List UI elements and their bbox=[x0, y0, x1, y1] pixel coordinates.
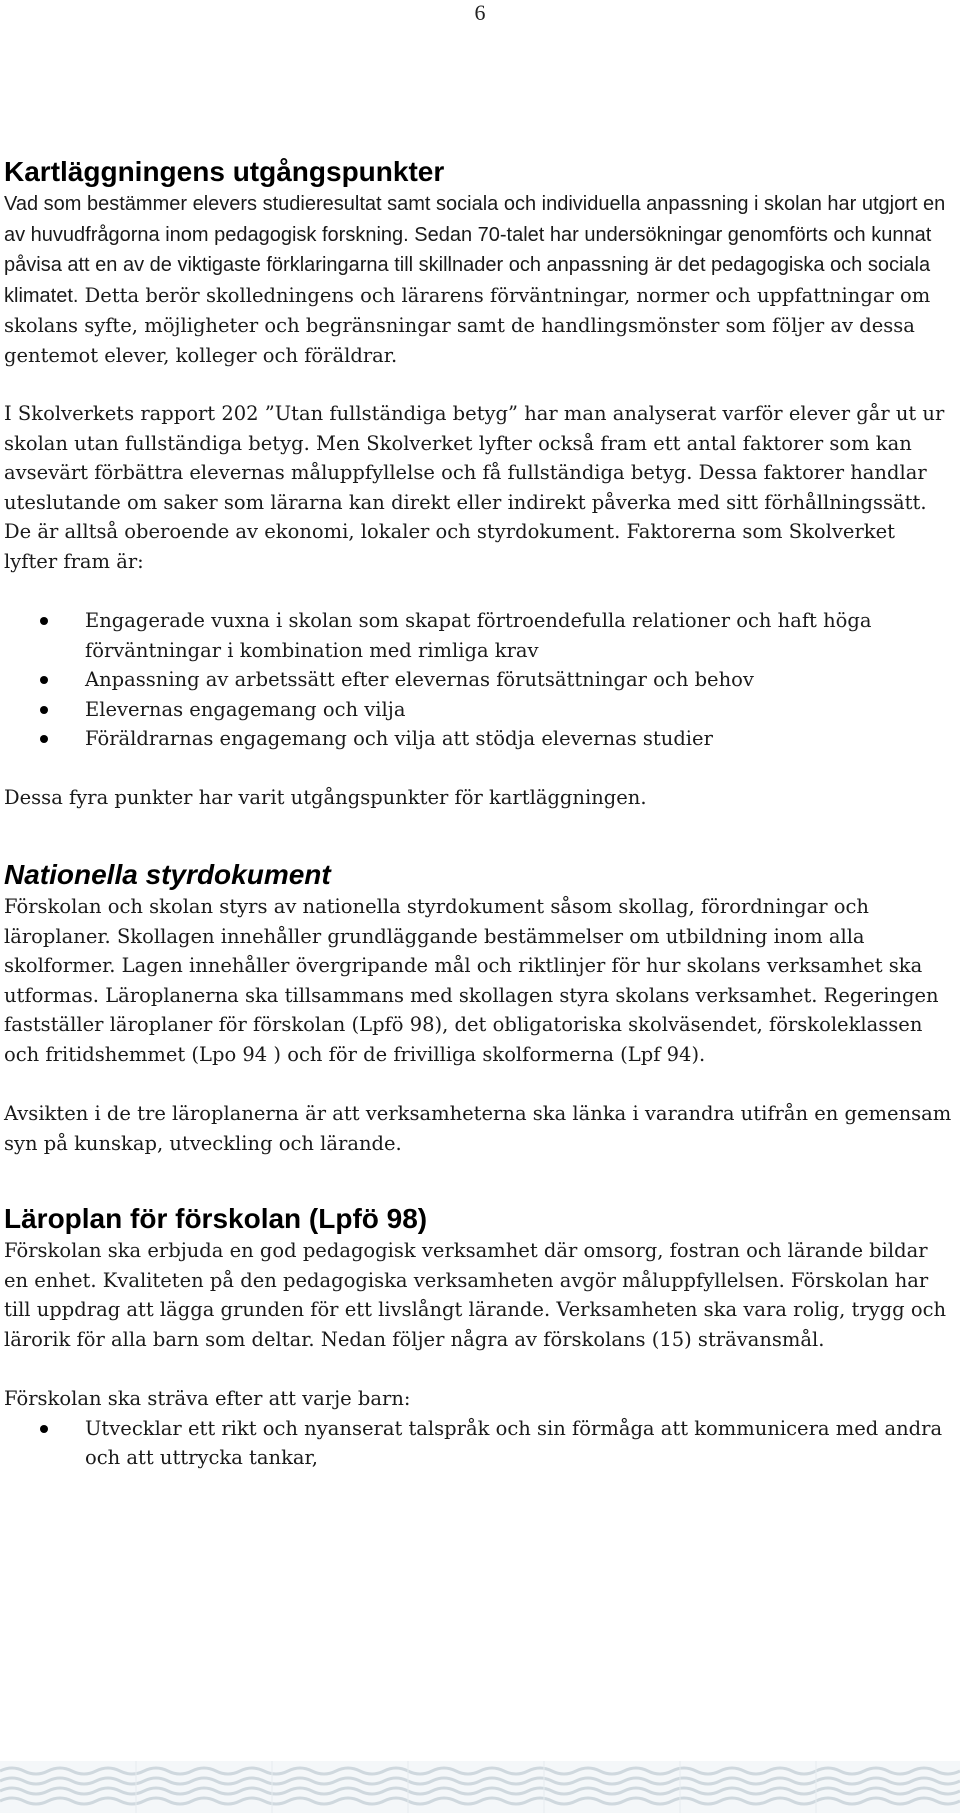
paragraph-kartlaggning-intro bbox=[4, 189, 952, 370]
bullet-icon bbox=[40, 617, 48, 625]
intro-serif-text: Detta berör skolledningens och lärarens förväntningar, normer och uppfattningar om skolans syfte, möjligheter och begränsningar samt de handlingsmönster som följer av dessa gentemot elever, kolleger och föräldrar. bbox=[4, 283, 931, 367]
bullet-icon bbox=[40, 706, 48, 714]
section-title-nationella: Nationella styrdokument bbox=[4, 859, 331, 890]
list-item-text: Utvecklar ett rikt och nyanserat talspråk och sin förmåga att kommunicera med andra och att uttrycka tankar, bbox=[85, 1416, 943, 1469]
bullet-icon bbox=[40, 735, 48, 743]
list-item-text: Engagerade vuxna i skolan som skapat förtroendefulla relationer och haft höga förväntningar i kombination med rimliga krav bbox=[85, 609, 872, 662]
paragraph-closing: Dessa fyra punkter har varit utgångspunkter för kartläggningen. bbox=[4, 785, 647, 809]
list-item bbox=[4, 724, 952, 754]
list-item bbox=[4, 695, 952, 725]
factor-list bbox=[4, 606, 952, 754]
footer-wave-band bbox=[0, 1761, 960, 1813]
paragraph-lpfo-1: Förskolan ska erbjuda en god pedagogisk verksamhet där omsorg, fostran och lärande bildar en enhet. Kvaliteten på den pedagogiska verksamheten avgör måluppfyllelsen. Förskolan har till uppdrag att lägga grunden för ett livslångt lärande. Verksamheten ska vara rolig, trygg och lärorik för alla barn som deltar. Nedan följer några av förskolans (15) strävansmål. bbox=[4, 1239, 947, 1351]
list-item-text: Anpassning av arbetssätt efter elevernas förutsättningar och behov bbox=[85, 668, 754, 691]
goal-list bbox=[4, 1414, 952, 1473]
paragraph-nationella-2: Avsikten i de tre läroplanerna är att verksamheterna ska länka i varandra utifrån en gemensam syn på kunskap, utveckling och lärande. bbox=[4, 1102, 952, 1155]
section-title-lpfo: Läroplan för förskolan (Lpfö 98) bbox=[4, 1203, 428, 1234]
list-item-text: Elevernas engagemang och vilja bbox=[85, 697, 406, 721]
bullet-icon bbox=[40, 676, 48, 684]
paragraph-skolverket: I Skolverkets rapport 202 ”Utan fullständiga betyg” har man analyserat varför elever går ut ur skolan utan fullständiga betyg. Men Skolverket lyfter också fram ett antal faktorer som kan avsevärt förbättra elevernas måluppfyllelse och få fullständiga betyg. Dessa faktorer handlar uteslutande om saker som lärarna kan direkt eller indirekt påverka med sitt förhållningssätt. De är alltså oberoende av ekonomi, lokaler och styrdokument. Faktorerna som Skolverket lyfter fram är: bbox=[4, 402, 945, 573]
list-item bbox=[4, 1414, 952, 1473]
list-item bbox=[4, 665, 952, 695]
paragraph-lpfo-2: Förskolan ska sträva efter att varje barn: bbox=[4, 1387, 411, 1410]
page-number: 6 bbox=[474, 0, 486, 25]
list-item bbox=[4, 606, 952, 665]
paragraph-nationella-1: Förskolan och skolan styrs av nationella styrdokument såsom skollag, förordningar och läroplaner. Skollagen innehåller grundläggande bestämmelser om utbildning inom alla skolformer. Lagen innehåller övergripande mål och riktlinjer för hur skolans verksamhet ska utformas. Läroplanerna ska tillsammans med skollagen styra skolans verksamhet. Regeringen fastställer läroplaner för förskolan (Lpfö 98), det obligatoriska skolväsendet, förskoleklassen och fritidshemmet (Lpo 94 ) och för de frivilliga skolformerna (Lpf 94). bbox=[4, 895, 939, 1066]
bullet-icon bbox=[40, 1425, 48, 1433]
document-body bbox=[4, 155, 952, 1473]
intro-sans-text: Vad som bestämmer elevers studieresultat samt sociala och individuella anpassning i skolan har utgjort en av huvudfrågorna inom pedagogisk forskning. Sedan 70-talet har undersökningar genomförts och kunnat påvisa att en av de viktigaste förklaringarna till skillnader och anpassning är det pedagogiska och sociala klimatet. bbox=[4, 193, 946, 307]
list-item-text: Föräldrarnas engagemang och vilja att stödja elevernas studier bbox=[85, 727, 713, 750]
section-title-kartlaggning: Kartläggningens utgångspunkter bbox=[4, 156, 445, 187]
